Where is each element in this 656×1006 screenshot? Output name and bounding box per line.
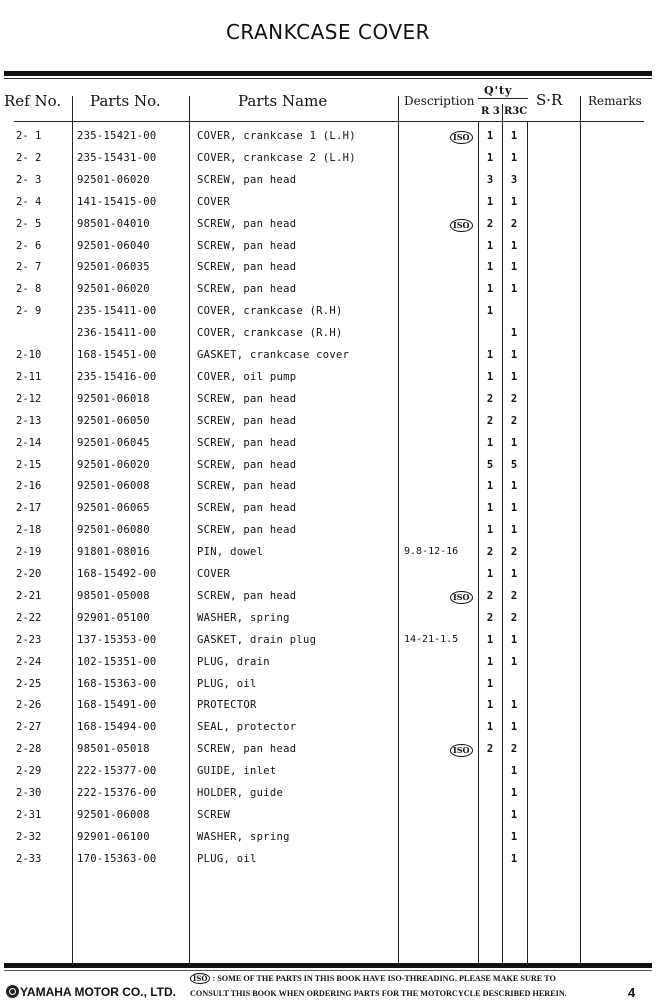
qty-r3c-cell: 1: [510, 502, 518, 515]
ref-no-cell: 2-17: [16, 502, 42, 515]
table-row: [0, 172, 656, 194]
table-row: [0, 194, 656, 216]
part-name-cell: GASKET, drain plug: [197, 633, 317, 646]
ref-no-cell: 2-15: [16, 458, 42, 471]
part-name-cell: COVER, crankcase 1 (L.H): [197, 130, 356, 142]
page-number: 4: [628, 985, 636, 1000]
iso-icon: ISO: [190, 973, 210, 984]
part-name-cell: SCREW, pan head: [197, 502, 297, 515]
qty-r3c-cell: 1: [510, 327, 518, 340]
part-number-cell: 92501-06020: [77, 458, 150, 471]
ref-no-cell: 2-18: [16, 524, 42, 537]
part-number-cell: 168-15494-00: [77, 721, 157, 734]
qty-r3c-cell: 1: [510, 261, 518, 274]
ref-no-cell: 2-24: [16, 655, 42, 668]
qty-r3-cell: 1: [486, 699, 494, 712]
part-number-cell: 92501-06018: [77, 392, 150, 405]
table-row: [0, 325, 656, 347]
ref-no-cell: 2-29: [16, 765, 42, 778]
company-name: YAMAHA MOTOR CO., LTD.: [20, 985, 176, 999]
table-row: [0, 128, 656, 150]
part-name-cell: COVER, crankcase (R.H): [197, 327, 343, 340]
table-row: [0, 588, 656, 610]
qty-r3-cell: 1: [486, 151, 494, 164]
table-row: [0, 697, 656, 719]
ref-no-cell: 2-31: [16, 808, 42, 821]
part-number-cell: 91801-08016: [77, 546, 150, 559]
qty-r3c-cell: 2: [510, 611, 518, 624]
part-number-cell: 236-15411-00: [77, 327, 157, 340]
part-number-cell: 92501-06065: [77, 502, 150, 515]
part-number-cell: 168-15492-00: [77, 568, 157, 580]
footer-note: [190, 971, 567, 1001]
table-row: [0, 763, 656, 785]
qty-r3-cell: 1: [486, 633, 494, 646]
part-name-cell: WASHER, spring: [197, 830, 290, 843]
qty-r3c-cell: 1: [510, 808, 518, 821]
header-bottom-rule: [14, 121, 644, 122]
header-qty-r3: R 3: [481, 106, 500, 117]
part-number-cell: 98501-05018: [77, 743, 150, 756]
ref-no-cell: 2- 1: [16, 130, 42, 142]
part-number-cell: 235-15421-00: [77, 130, 157, 142]
ref-no-cell: 2-13: [16, 414, 42, 427]
part-number-cell: 92901-05100: [77, 611, 150, 624]
table-row: [0, 829, 656, 851]
qty-r3c-cell: 1: [510, 655, 518, 668]
qty-r3c-cell: 1: [510, 283, 518, 296]
header-sr: S·R: [536, 91, 563, 109]
qty-r3c-cell: 1: [510, 239, 518, 252]
qty-r3c-cell: 1: [510, 765, 518, 778]
part-number-cell: 168-15491-00: [77, 699, 157, 712]
part-name-cell: SCREW, pan head: [197, 392, 297, 405]
part-number-cell: 92501-06020: [77, 173, 150, 186]
table-row: [0, 281, 656, 303]
part-number-cell: 92501-06050: [77, 414, 150, 427]
part-number-cell: 92901-06100: [77, 830, 150, 843]
footer-note-line1: ISO : SOME OF THE PARTS IN THIS BOOK HAVE ISO-THREADING. PLEASE MAKE SURE TO: [190, 971, 567, 986]
qty-r3c-cell: 1: [510, 524, 518, 537]
iso-thread-icon: ISO: [450, 131, 473, 144]
table-row: [0, 851, 656, 873]
ref-no-cell: 2- 2: [16, 151, 42, 164]
qty-r3c-cell: 1: [510, 699, 518, 712]
qty-r3-cell: 2: [486, 611, 494, 624]
part-name-cell: SCREW, pan head: [197, 458, 297, 471]
qty-r3-cell: 5: [486, 458, 494, 471]
part-name-cell: SEAL, protector: [197, 721, 297, 734]
qty-r3-cell: 1: [486, 305, 494, 318]
iso-thread-icon: ISO: [450, 744, 473, 757]
header-qty: Q'ty: [484, 84, 513, 97]
qty-r3-cell: 3: [486, 173, 494, 186]
header-ref-no: Ref No.: [4, 92, 62, 110]
table-row: [0, 500, 656, 522]
header-qty-r3c: R3C: [504, 106, 528, 117]
ref-no-cell: 2-23: [16, 633, 42, 646]
qty-r3c-cell: 1: [510, 852, 518, 865]
part-number-cell: 168-15363-00: [77, 677, 157, 690]
part-number-cell: 92501-06020: [77, 283, 150, 296]
qty-r3c-cell: 1: [510, 436, 518, 449]
qty-r3c-cell: 2: [510, 743, 518, 756]
ref-no-cell: 2- 9: [16, 305, 42, 318]
qty-r3-cell: 1: [486, 370, 494, 383]
header-parts-no: Parts No.: [90, 92, 161, 110]
table-row: [0, 632, 656, 654]
table-row: [0, 522, 656, 544]
part-name-cell: PROTECTOR: [197, 699, 257, 712]
table-row: [0, 238, 656, 260]
part-name-cell: COVER: [197, 568, 231, 580]
part-name-cell: SCREW, pan head: [197, 524, 297, 537]
page-title: CRANKCASE COVER: [225, 20, 431, 44]
qty-r3-cell: 1: [486, 283, 494, 296]
qty-r3-cell: 1: [486, 721, 494, 734]
table-row: [0, 391, 656, 413]
qty-r3-cell: 1: [486, 239, 494, 252]
yamaha-logo-icon: [6, 985, 19, 998]
top-rule: [4, 71, 652, 76]
part-name-cell: SCREW, pan head: [197, 173, 297, 186]
part-number-cell: 137-15353-00: [77, 633, 157, 646]
table-row: [0, 435, 656, 457]
ref-no-cell: 2-19: [16, 546, 42, 559]
part-name-cell: SCREW, pan head: [197, 436, 297, 449]
ref-no-cell: 2-10: [16, 349, 42, 361]
table-row: [0, 347, 656, 369]
qty-r3c-cell: 1: [510, 130, 518, 142]
qty-r3c-cell: 1: [510, 721, 518, 734]
part-name-cell: GASKET, crankcase cover: [197, 349, 350, 361]
table-row: [0, 259, 656, 281]
ref-no-cell: 2-26: [16, 699, 42, 712]
table-row: [0, 544, 656, 566]
qty-r3c-cell: 1: [510, 195, 518, 208]
qty-r3c-cell: 1: [510, 151, 518, 164]
part-number-cell: 98501-04010: [77, 217, 150, 230]
part-number-cell: 141-15415-00: [77, 195, 157, 208]
qty-r3-cell: 2: [486, 546, 494, 559]
part-number-cell: 92501-06008: [77, 480, 150, 493]
qty-r3-cell: 2: [486, 743, 494, 756]
qty-r3c-cell: 2: [510, 414, 518, 427]
part-name-cell: PIN, dowel: [197, 546, 264, 559]
part-name-cell: SCREW, pan head: [197, 217, 297, 230]
qty-r3-cell: 1: [486, 436, 494, 449]
description-cell: 14-21-1.5: [404, 633, 459, 645]
part-number-cell: 235-15416-00: [77, 370, 157, 383]
ref-no-cell: 2- 7: [16, 261, 42, 274]
ref-no-cell: 2-16: [16, 480, 42, 493]
ref-no-cell: 2-25: [16, 677, 42, 690]
table-row: [0, 719, 656, 741]
description-cell: 9.8-12-16: [404, 546, 459, 558]
ref-no-cell: 2-11: [16, 370, 42, 383]
qty-r3c-cell: 1: [510, 370, 518, 383]
qty-r3-cell: 2: [486, 217, 494, 230]
part-name-cell: SCREW, pan head: [197, 480, 297, 493]
table-row: [0, 303, 656, 325]
qty-r3c-cell: 1: [510, 568, 518, 580]
part-number-cell: 98501-05008: [77, 589, 150, 602]
iso-thread-icon: ISO: [450, 591, 473, 604]
table-row: [0, 566, 656, 588]
table-row: [0, 676, 656, 698]
table-row: [0, 741, 656, 763]
part-name-cell: SCREW, pan head: [197, 589, 297, 602]
table-row: [0, 785, 656, 807]
part-name-cell: WASHER, spring: [197, 611, 290, 624]
top-rule-thin: [4, 78, 652, 79]
part-name-cell: GUIDE, inlet: [197, 765, 277, 778]
ref-no-cell: 2- 3: [16, 173, 42, 186]
qty-r3c-cell: 1: [510, 830, 518, 843]
part-name-cell: COVER, crankcase (R.H): [197, 305, 343, 318]
part-name-cell: PLUG, oil: [197, 852, 257, 865]
header-parts-name: Parts Name: [238, 92, 328, 110]
qty-r3c-cell: 3: [510, 173, 518, 186]
qty-r3-cell: 1: [486, 130, 494, 142]
qty-r3-cell: 1: [486, 524, 494, 537]
part-name-cell: SCREW, pan head: [197, 283, 297, 296]
header-qty-underline: [478, 98, 528, 99]
qty-r3-cell: 2: [486, 414, 494, 427]
qty-r3-cell: 1: [486, 261, 494, 274]
table-row: [0, 413, 656, 435]
part-number-cell: 222-15377-00: [77, 765, 157, 778]
part-name-cell: PLUG, drain: [197, 655, 270, 668]
ref-no-cell: 2- 4: [16, 195, 42, 208]
part-name-cell: SCREW, pan head: [197, 414, 297, 427]
table-row: [0, 654, 656, 676]
qty-r3-cell: 1: [486, 349, 494, 361]
qty-r3c-cell: 1: [510, 480, 518, 493]
part-number-cell: 92501-06040: [77, 239, 150, 252]
ref-no-cell: 2-20: [16, 568, 42, 580]
qty-r3c-cell: 2: [510, 392, 518, 405]
qty-r3c-cell: 1: [510, 633, 518, 646]
ref-no-cell: 2-28: [16, 743, 42, 756]
part-number-cell: 235-15431-00: [77, 151, 157, 164]
table-row: [0, 216, 656, 238]
ref-no-cell: 2-22: [16, 611, 42, 624]
qty-r3c-cell: 5: [510, 458, 518, 471]
ref-no-cell: 2-32: [16, 830, 42, 843]
header-remarks: Remarks: [588, 94, 642, 108]
part-name-cell: COVER, oil pump: [197, 370, 297, 383]
part-name-cell: SCREW: [197, 808, 231, 821]
footer-note-line2: CONSULT THIS BOOK WHEN ORDERING PARTS FOR THE MOTORCYCLE DESCRIBED HEREIN.: [190, 989, 567, 998]
qty-r3c-cell: 1: [510, 349, 518, 361]
part-name-cell: PLUG, oil: [197, 677, 257, 690]
table-row: [0, 150, 656, 172]
qty-r3c-cell: 2: [510, 589, 518, 602]
qty-r3-cell: 2: [486, 392, 494, 405]
part-number-cell: 170-15363-00: [77, 852, 157, 865]
part-name-cell: SCREW, pan head: [197, 239, 297, 252]
part-number-cell: 92501-06008: [77, 808, 150, 821]
part-number-cell: 102-15351-00: [77, 655, 157, 668]
part-number-cell: 222-15376-00: [77, 787, 157, 799]
qty-r3-cell: 1: [486, 677, 494, 690]
ref-no-cell: 2-33: [16, 852, 42, 865]
table-row: [0, 369, 656, 391]
header-description: Description: [404, 94, 475, 108]
part-number-cell: 92501-06035: [77, 261, 150, 274]
ref-no-cell: 2- 6: [16, 239, 42, 252]
part-number-cell: 235-15411-00: [77, 305, 157, 318]
qty-r3c-cell: 2: [510, 546, 518, 559]
qty-r3-cell: 1: [486, 568, 494, 580]
ref-no-cell: 2-21: [16, 589, 42, 602]
table-row: [0, 610, 656, 632]
qty-r3c-cell: 1: [510, 787, 518, 799]
bottom-rule: [4, 963, 652, 968]
ref-no-cell: 2-14: [16, 436, 42, 449]
ref-no-cell: 2-30: [16, 787, 42, 799]
qty-r3-cell: 1: [486, 655, 494, 668]
part-name-cell: COVER: [197, 195, 231, 208]
qty-r3-cell: 1: [486, 502, 494, 515]
table-row: [0, 807, 656, 829]
ref-no-cell: 2-27: [16, 721, 42, 734]
qty-r3-cell: 1: [486, 480, 494, 493]
part-number-cell: 92501-06080: [77, 524, 150, 537]
part-number-cell: 168-15451-00: [77, 349, 157, 361]
ref-no-cell: 2- 5: [16, 217, 42, 230]
qty-r3c-cell: 2: [510, 217, 518, 230]
ref-no-cell: 2-12: [16, 392, 42, 405]
qty-r3-cell: 2: [486, 589, 494, 602]
part-name-cell: COVER, crankcase 2 (L.H): [197, 151, 356, 164]
table-row: [0, 478, 656, 500]
iso-thread-icon: ISO: [450, 219, 473, 232]
ref-no-cell: 2- 8: [16, 283, 42, 296]
table-row: [0, 457, 656, 479]
part-name-cell: SCREW, pan head: [197, 743, 297, 756]
part-name-cell: HOLDER, guide: [197, 787, 284, 799]
part-name-cell: SCREW, pan head: [197, 261, 297, 274]
part-number-cell: 92501-06045: [77, 436, 150, 449]
footer-company: [6, 985, 176, 999]
qty-r3-cell: 1: [486, 195, 494, 208]
